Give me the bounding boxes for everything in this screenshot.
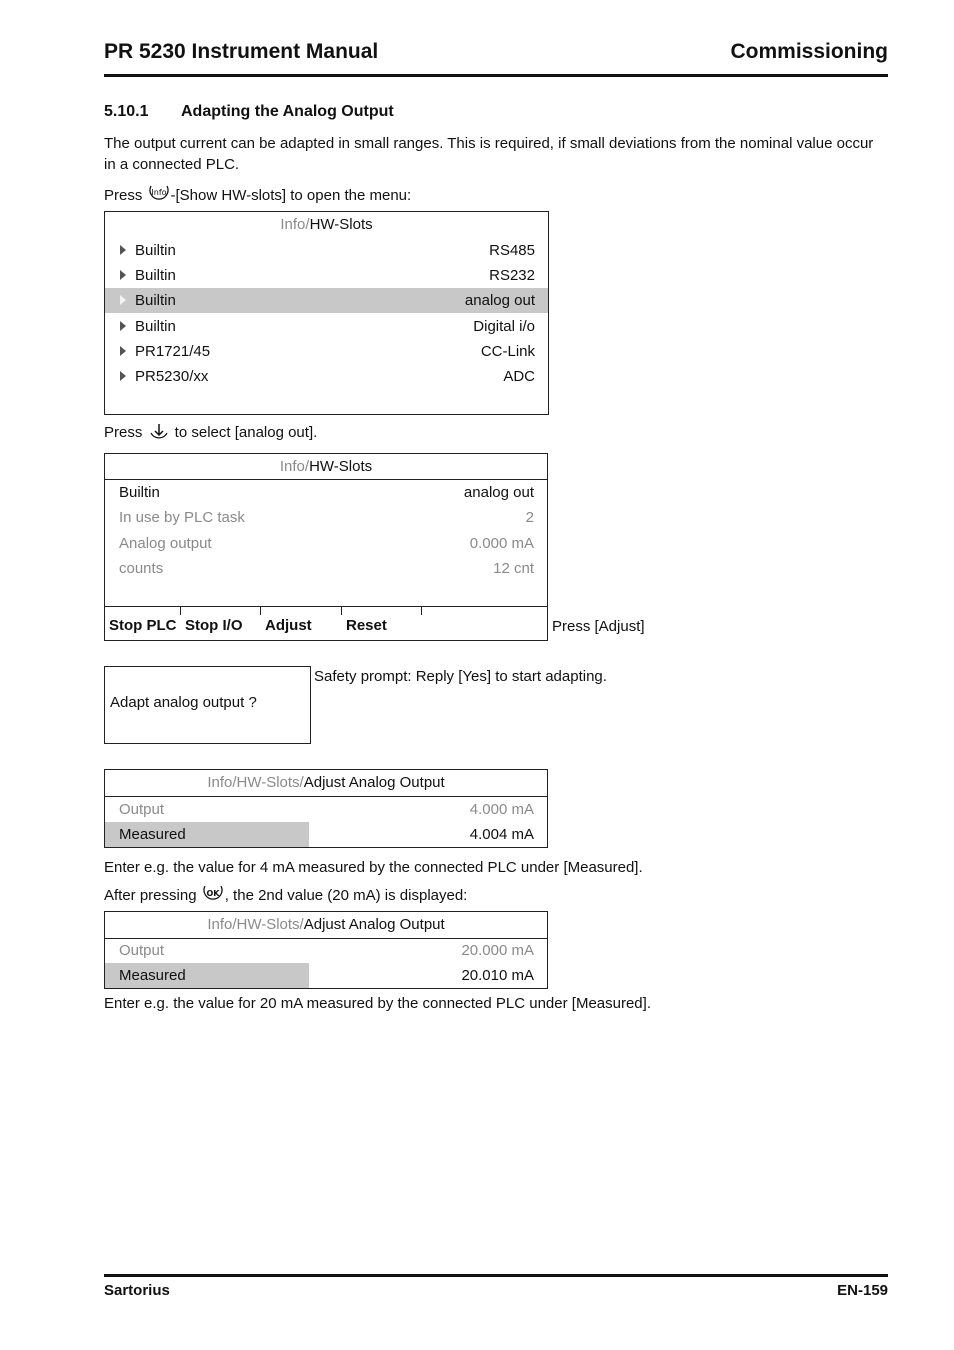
adjust-analog-output-screen-4ma — [104, 769, 548, 848]
detail-row-counts: counts 12 cnt — [119, 560, 534, 577]
detail-row-analog-output: Analog output 0.000 mA — [119, 535, 534, 552]
output-row: Output 20.000 mA — [119, 942, 534, 959]
company-name: Sartorius — [104, 1282, 170, 1299]
step4-text — [104, 885, 888, 906]
triangle-right-icon — [120, 270, 126, 280]
safety-prompt-note: Safety prompt: Reply [Yes] to start adapting. — [314, 668, 607, 685]
triangle-right-icon — [120, 245, 126, 255]
triangle-right-icon — [120, 371, 126, 381]
softkey-divider — [180, 607, 181, 615]
page-number: EN-159 — [837, 1282, 888, 1299]
svg-text:OK: OK — [206, 889, 220, 899]
analog-out-detail-screen — [104, 453, 548, 641]
chapter-title: Commissioning — [730, 40, 888, 63]
section-title: Adapting the Analog Output — [181, 103, 394, 120]
measured-value-field: 20.010 mA — [461, 967, 534, 984]
triangle-right-icon — [120, 346, 126, 356]
manual-title: PR 5230 Instrument Manual — [104, 40, 379, 63]
detail-row-builtin: Builtin analog out — [119, 484, 534, 501]
slot-row-builtin-rs232[interactable]: Builtin RS232 — [105, 263, 548, 288]
softkey-stop-plc[interactable]: Stop PLC — [109, 617, 177, 634]
page-header — [104, 40, 888, 77]
measured-value-field: 4.004 mA — [469, 826, 534, 843]
step2-before: Press — [104, 424, 147, 441]
step2-text — [104, 422, 888, 443]
softkey-divider — [260, 607, 261, 615]
screen4-title: Info/HW-Slots/Adjust Analog Output — [207, 916, 445, 933]
hw-slots-menu-screen — [104, 211, 549, 415]
down-arrow-key-icon — [147, 421, 171, 441]
softkey-adjust[interactable]: Adjust — [265, 617, 312, 634]
screen2-title: Info/HW-Slots — [279, 458, 373, 475]
slot-row-pr5230-adc[interactable]: PR5230/xx ADC — [105, 364, 548, 389]
safety-prompt-box — [104, 666, 311, 744]
triangle-right-icon — [120, 321, 126, 331]
instruction-20ma: Enter e.g. the value for 20 mA measured by the connected PLC under [Measured]. — [104, 995, 651, 1012]
measured-row[interactable]: Measured 20.010 mA — [105, 963, 547, 988]
softkey-divider — [341, 607, 342, 615]
slot-row-builtin-digital-io[interactable]: Builtin Digital i/o — [105, 314, 548, 339]
step2-after: to select [analog out]. — [170, 424, 318, 441]
measured-row[interactable]: Measured 4.004 mA — [105, 822, 547, 847]
step1-before: Press — [104, 187, 147, 204]
slot-row-builtin-rs485[interactable]: Builtin RS485 — [105, 238, 548, 263]
triangle-right-icon — [120, 295, 126, 305]
intro-paragraph: The output current can be adapted in small ranges. This is required, if small deviations from the nominal value occur in a connected PLC. — [104, 135, 874, 173]
step1-after: -[Show HW-slots] to open the menu: — [170, 187, 412, 204]
softkey-bar — [105, 606, 547, 640]
press-adjust-note: Press [Adjust] — [552, 618, 645, 635]
page-footer — [104, 1274, 888, 1299]
slot-row-pr1721-cc-link[interactable]: PR1721/45 CC-Link — [105, 339, 548, 364]
output-row: Output 4.000 mA — [119, 801, 534, 818]
detail-row-plc-task: In use by PLC task 2 — [119, 509, 534, 526]
screen3-title: Info/HW-Slots/Adjust Analog Output — [207, 774, 445, 791]
screen1-title: Info/HW-Slots — [280, 216, 373, 233]
step4-after: , the 2nd value (20 mA) is displayed: — [224, 887, 468, 904]
step4-before: After pressing — [104, 887, 201, 904]
slot-row-builtin-analog-out[interactable]: Builtin analog out — [105, 288, 548, 313]
step1-text — [104, 185, 888, 206]
safety-prompt-text: Adapt analog output ? — [110, 694, 257, 711]
svg-text:Info: Info — [150, 188, 167, 198]
softkey-reset[interactable]: Reset — [346, 617, 387, 634]
info-key-icon — [147, 184, 171, 204]
ok-key-icon — [201, 884, 225, 904]
section-number: 5.10.1 — [104, 103, 149, 120]
softkey-divider — [421, 607, 422, 615]
instruction-4ma: Enter e.g. the value for 4 mA measured by the connected PLC under [Measured]. — [104, 859, 643, 876]
adjust-analog-output-screen-20ma — [104, 911, 548, 989]
softkey-stop-io[interactable]: Stop I/O — [185, 617, 243, 634]
